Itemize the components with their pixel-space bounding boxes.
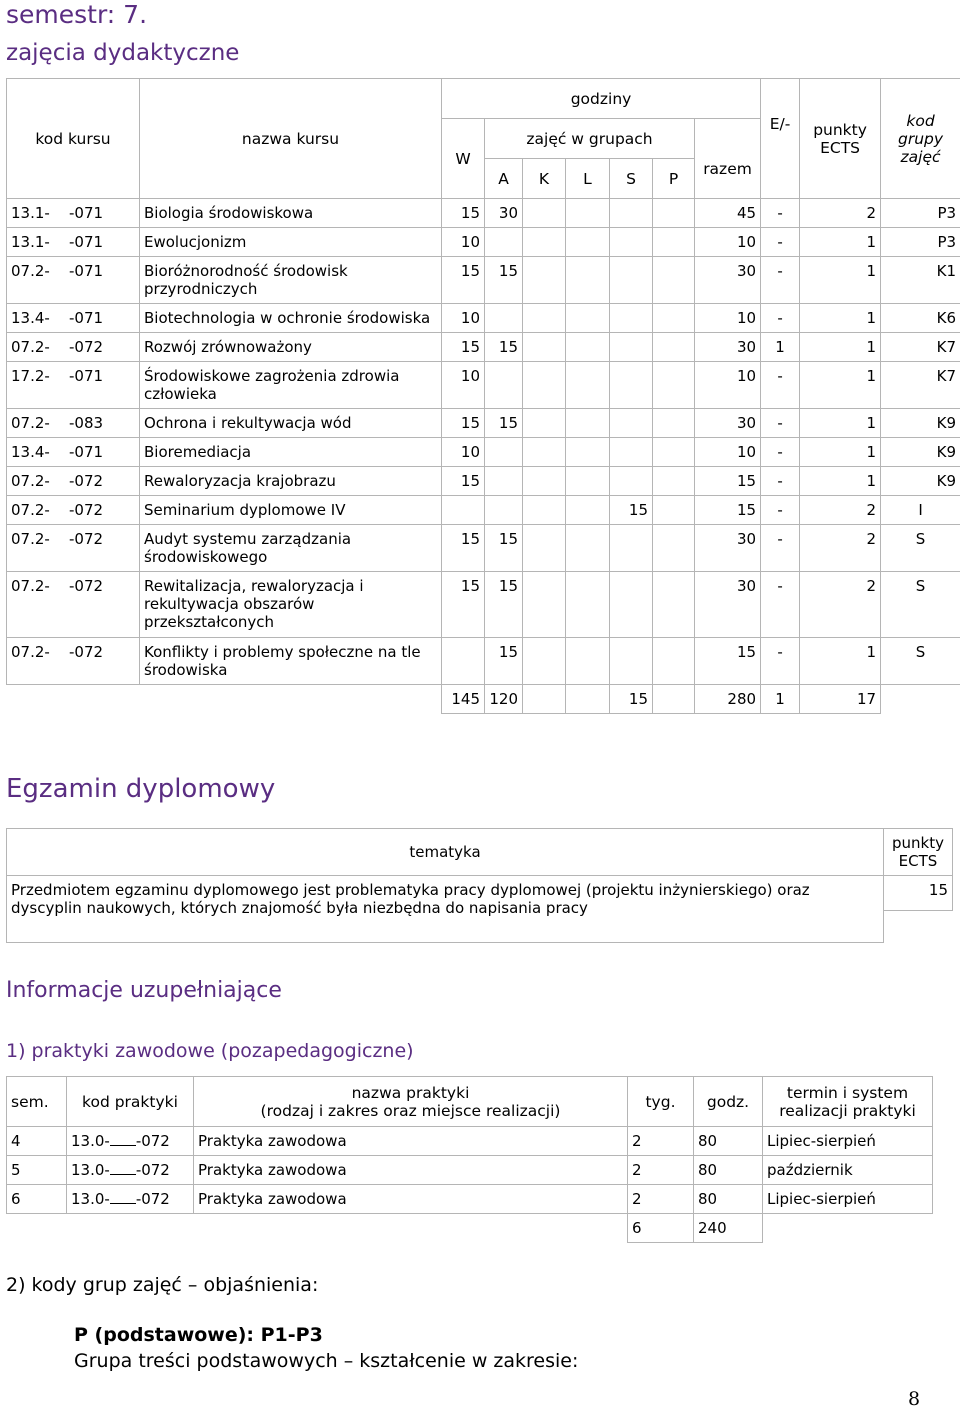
- course-ects: 2: [800, 572, 881, 638]
- course-a: [485, 304, 523, 333]
- practice-sem: 4: [7, 1127, 67, 1156]
- course-w: 15: [442, 572, 485, 638]
- codes-heading: 2) kody grup zajęć – objaśnienia:: [6, 1274, 319, 1296]
- course-s: [610, 199, 653, 228]
- course-razem: 10: [695, 438, 761, 467]
- course-w: [442, 638, 485, 685]
- exam-points: 15: [884, 876, 953, 911]
- course-e: -: [761, 304, 800, 333]
- codes-text-line: Grupa treści podstawowych – kształcenie w zakresie:: [74, 1350, 579, 1372]
- practice-header-nazwa: nazwa praktyki (rodzaj i zakres oraz miejsce realizacji): [194, 1077, 628, 1127]
- header-a: A: [485, 159, 523, 199]
- totals-row: [7, 1214, 933, 1243]
- practice-total-tyg: 6: [628, 1214, 694, 1243]
- course-group: K9: [881, 467, 960, 496]
- course-group: K7: [881, 333, 960, 362]
- course-w: 15: [442, 467, 485, 496]
- practice-header-termin: termin i system realizacji praktyki: [763, 1077, 933, 1127]
- course-group: S: [881, 525, 960, 572]
- course-e: -: [761, 257, 800, 304]
- course-e: -: [761, 638, 800, 685]
- exam-tematyka-header: tematyka: [7, 829, 884, 876]
- course-e: -: [761, 199, 800, 228]
- practice-godz: 80: [694, 1127, 763, 1156]
- course-ects: 1: [800, 409, 881, 438]
- course-a: 30: [485, 199, 523, 228]
- practice-code: 13.0- -072: [67, 1185, 194, 1214]
- course-name: Ewolucjonizm: [140, 228, 442, 257]
- practice-termin: październik: [763, 1156, 933, 1185]
- practice-godz: 80: [694, 1156, 763, 1185]
- header-razem: razem: [695, 119, 761, 199]
- course-group: K6: [881, 304, 960, 333]
- course-code: 07.2- -072: [7, 572, 140, 638]
- course-group: S: [881, 638, 960, 685]
- page-number: 8: [908, 1388, 921, 1410]
- header-k: K: [523, 159, 566, 199]
- practice-tyg: 2: [628, 1156, 694, 1185]
- course-w: 10: [442, 438, 485, 467]
- practice-header-godz: godz.: [694, 1077, 763, 1127]
- course-name: Audyt systemu zarządzania środowiskowego: [140, 525, 442, 572]
- header-nazwa-kursu: nazwa kursu: [140, 79, 442, 199]
- practice-code: 13.0- -072: [67, 1156, 194, 1185]
- table-row: [7, 333, 960, 362]
- course-ects: 1: [800, 304, 881, 333]
- course-s: [610, 467, 653, 496]
- course-name: Ochrona i rekultywacja wód: [140, 409, 442, 438]
- course-name: Konflikty i problemy społeczne na tle środowiska: [140, 638, 442, 685]
- table-row: [7, 1127, 933, 1156]
- codes-bold-line: P (podstawowe): P1-P3: [74, 1324, 323, 1346]
- header-godziny: godziny: [442, 79, 761, 119]
- course-code: 07.2- -072: [7, 638, 140, 685]
- practice-table: [6, 1076, 933, 1243]
- course-s: [610, 304, 653, 333]
- course-a: 15: [485, 572, 523, 638]
- course-s: [610, 525, 653, 572]
- practice-tyg: 2: [628, 1185, 694, 1214]
- course-razem: 15: [695, 467, 761, 496]
- course-razem: 30: [695, 525, 761, 572]
- exam-table: [6, 828, 953, 943]
- course-e: -: [761, 467, 800, 496]
- total-s: 15: [610, 685, 653, 714]
- course-s: [610, 438, 653, 467]
- course-razem: 30: [695, 333, 761, 362]
- course-group: S: [881, 572, 960, 638]
- header-w: W: [442, 119, 485, 199]
- course-w: 10: [442, 362, 485, 409]
- course-name: Rozwój zrównoważony: [140, 333, 442, 362]
- course-w: 10: [442, 304, 485, 333]
- practice-tyg: 2: [628, 1127, 694, 1156]
- total-w: 145: [442, 685, 485, 714]
- course-ects: 1: [800, 467, 881, 496]
- course-ects: 1: [800, 638, 881, 685]
- course-e: -: [761, 496, 800, 525]
- header-e: E/-: [761, 79, 800, 199]
- table-row: [7, 438, 960, 467]
- course-a: 15: [485, 409, 523, 438]
- course-razem: 15: [695, 496, 761, 525]
- course-group: I: [881, 496, 960, 525]
- table-row: [7, 228, 960, 257]
- table-row: [7, 467, 960, 496]
- course-group: K7: [881, 362, 960, 409]
- course-group: K9: [881, 409, 960, 438]
- course-a: 15: [485, 257, 523, 304]
- header-l: L: [566, 159, 610, 199]
- section-heading: zajęcia dydaktyczne: [6, 40, 240, 66]
- practice-name: Praktyka zawodowa: [194, 1156, 628, 1185]
- course-e: -: [761, 228, 800, 257]
- table-row: [7, 257, 960, 304]
- table-row: [7, 362, 960, 409]
- course-s: [610, 333, 653, 362]
- table-row: [7, 1185, 933, 1214]
- course-code: 13.4- -071: [7, 438, 140, 467]
- practice-sem: 5: [7, 1156, 67, 1185]
- course-razem: 10: [695, 362, 761, 409]
- course-ects: 1: [800, 438, 881, 467]
- course-razem: 10: [695, 228, 761, 257]
- course-w: 15: [442, 199, 485, 228]
- course-w: 10: [442, 228, 485, 257]
- course-group: K1: [881, 257, 960, 304]
- course-code: 13.4- -071: [7, 304, 140, 333]
- course-name: Środowiskowe zagrożenia zdrowia człowieka: [140, 362, 442, 409]
- course-code: 07.2- -083: [7, 409, 140, 438]
- course-e: -: [761, 362, 800, 409]
- course-code: 07.2- -072: [7, 496, 140, 525]
- course-s: [610, 257, 653, 304]
- courses-table: [6, 78, 960, 714]
- course-code: 07.2- -072: [7, 333, 140, 362]
- course-ects: 1: [800, 333, 881, 362]
- course-a: 15: [485, 333, 523, 362]
- course-name: Biotechnologia w ochronie środowiska: [140, 304, 442, 333]
- table-row: [7, 572, 960, 638]
- course-razem: 15: [695, 638, 761, 685]
- practice-godz: 80: [694, 1185, 763, 1214]
- course-ects: 2: [800, 199, 881, 228]
- header-punkty-ects: punkty ECTS: [800, 79, 881, 199]
- course-e: -: [761, 525, 800, 572]
- exam-ects-header: punkty ECTS: [884, 829, 953, 876]
- total-ects: 17: [800, 685, 881, 714]
- course-a: [485, 362, 523, 409]
- course-s: [610, 638, 653, 685]
- course-e: 1: [761, 333, 800, 362]
- practice-name: Praktyka zawodowa: [194, 1185, 628, 1214]
- total-e: 1: [761, 685, 800, 714]
- practice-sem: 6: [7, 1185, 67, 1214]
- course-ects: 1: [800, 362, 881, 409]
- exam-description: Przedmiotem egzaminu dyplomowego jest problematyka pracy dyplomowej (projektu inżynierskiego) oraz dyscyplin naukowych, których znajomość była niezbędna do napisania pracy: [7, 876, 884, 943]
- practice-header-sem: sem.: [7, 1077, 67, 1127]
- course-s: 15: [610, 496, 653, 525]
- semester-heading: semestr: 7.: [6, 0, 148, 29]
- course-name: Bioróżnorodność środowisk przyrodniczych: [140, 257, 442, 304]
- table-row: [7, 525, 960, 572]
- course-a: [485, 467, 523, 496]
- course-ects: 1: [800, 257, 881, 304]
- table-row: [7, 1156, 933, 1185]
- course-name: Bioremediacja: [140, 438, 442, 467]
- course-code: 07.2- -071: [7, 257, 140, 304]
- course-name: Seminarium dyplomowe IV: [140, 496, 442, 525]
- course-a: [485, 496, 523, 525]
- course-code: 17.2- -071: [7, 362, 140, 409]
- course-ects: 2: [800, 496, 881, 525]
- course-a: 15: [485, 638, 523, 685]
- course-name: Biologia środowiskowa: [140, 199, 442, 228]
- course-group: P3: [881, 228, 960, 257]
- course-razem: 30: [695, 409, 761, 438]
- course-razem: 45: [695, 199, 761, 228]
- practice-header-kod: kod praktyki: [67, 1077, 194, 1127]
- exam-heading: Egzamin dyplomowy: [6, 774, 276, 804]
- course-code: 13.1- -071: [7, 199, 140, 228]
- practice-heading: 1) praktyki zawodowe (pozapedagogiczne): [6, 1040, 414, 1062]
- header-s: S: [610, 159, 653, 199]
- info-heading: Informacje uzupełniające: [6, 978, 282, 1003]
- course-razem: 30: [695, 572, 761, 638]
- course-name: Rewitalizacja, rewaloryzacja i rekultywacja obszarów przekształconych: [140, 572, 442, 638]
- total-a: 120: [485, 685, 523, 714]
- course-e: -: [761, 572, 800, 638]
- course-name: Rewaloryzacja krajobrazu: [140, 467, 442, 496]
- table-row: [7, 304, 960, 333]
- course-a: [485, 438, 523, 467]
- course-razem: 10: [695, 304, 761, 333]
- header-zajec-w-grupach: zajęć w grupach: [485, 119, 695, 159]
- practice-code: 13.0- -072: [67, 1127, 194, 1156]
- practice-header-tyg: tyg.: [628, 1077, 694, 1127]
- course-w: 15: [442, 257, 485, 304]
- course-w: [442, 496, 485, 525]
- practice-termin: Lipiec-sierpień: [763, 1185, 933, 1214]
- course-e: -: [761, 438, 800, 467]
- course-w: 15: [442, 409, 485, 438]
- table-row: [7, 638, 960, 685]
- course-w: 15: [442, 333, 485, 362]
- total-razem: 280: [695, 685, 761, 714]
- course-code: 07.2- -072: [7, 525, 140, 572]
- course-ects: 2: [800, 525, 881, 572]
- header-kod-kursu: kod kursu: [7, 79, 140, 199]
- course-s: [610, 409, 653, 438]
- course-s: [610, 572, 653, 638]
- course-ects: 1: [800, 228, 881, 257]
- course-code: 13.1- -071: [7, 228, 140, 257]
- table-row: [7, 199, 960, 228]
- course-e: -: [761, 409, 800, 438]
- course-w: 15: [442, 525, 485, 572]
- course-group: K9: [881, 438, 960, 467]
- course-group: P3: [881, 199, 960, 228]
- practice-total-godz: 240: [694, 1214, 763, 1243]
- table-row: [7, 409, 960, 438]
- header-p: P: [653, 159, 695, 199]
- course-s: [610, 362, 653, 409]
- course-a: [485, 228, 523, 257]
- course-a: 15: [485, 525, 523, 572]
- table-row: [7, 496, 960, 525]
- course-razem: 30: [695, 257, 761, 304]
- header-kod-grupy: kod grupy zajęć: [881, 79, 960, 199]
- practice-name: Praktyka zawodowa: [194, 1127, 628, 1156]
- practice-termin: Lipiec-sierpień: [763, 1127, 933, 1156]
- course-code: 07.2- -072: [7, 467, 140, 496]
- course-s: [610, 228, 653, 257]
- totals-row: [7, 685, 960, 714]
